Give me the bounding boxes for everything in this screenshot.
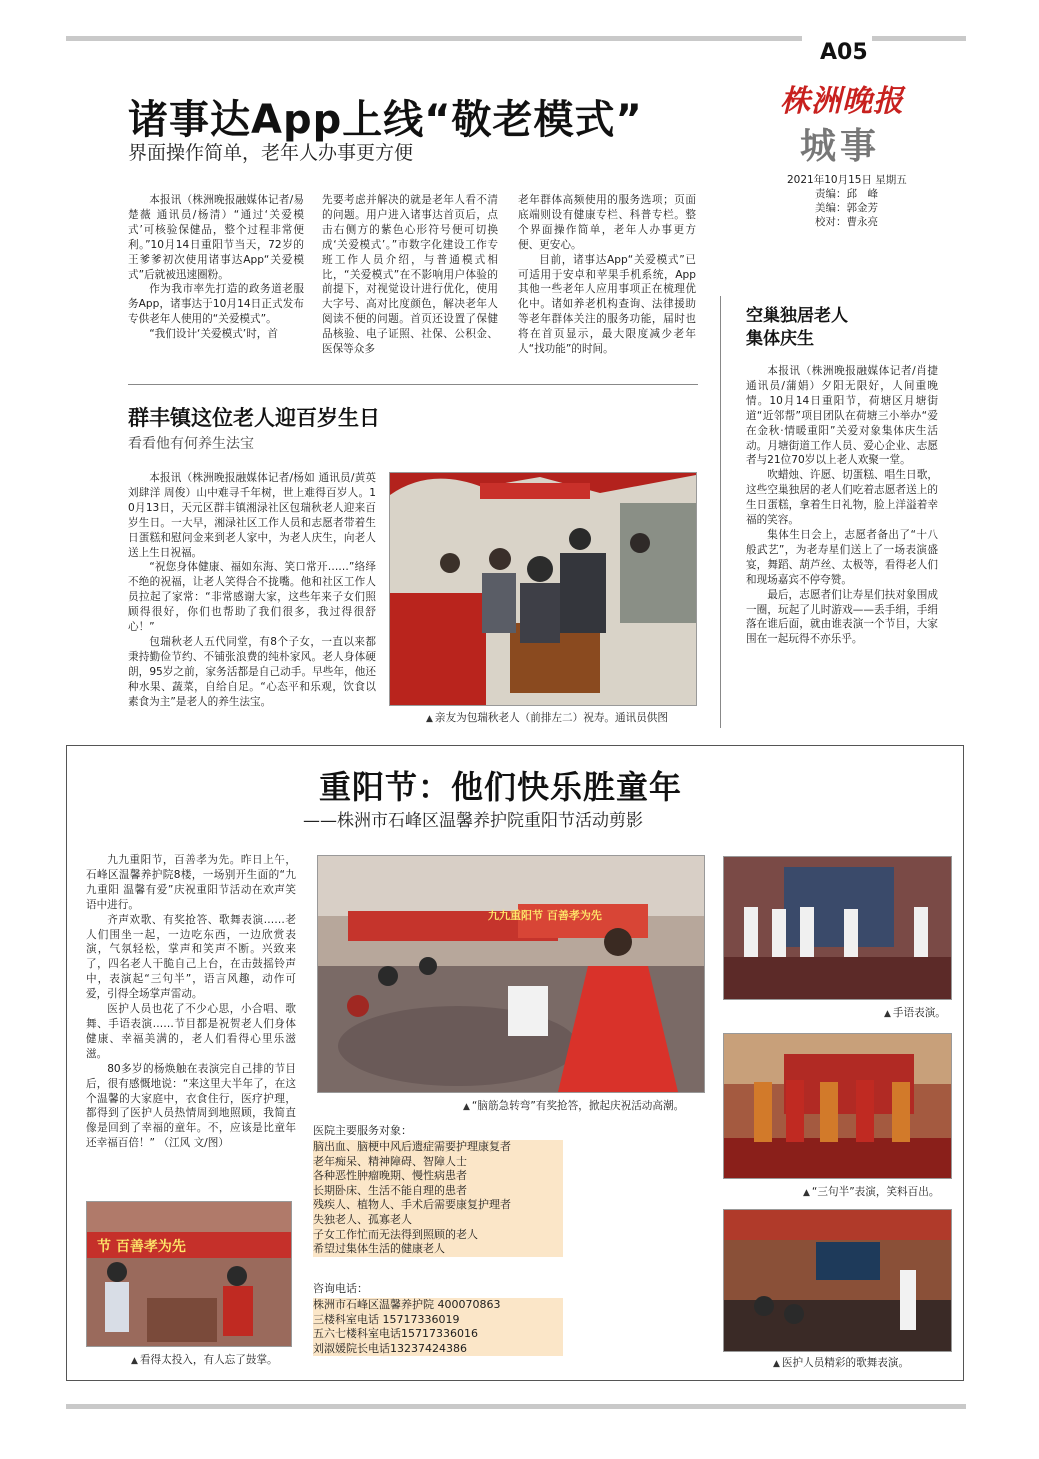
caption-marker-icon: ▲ [884, 1009, 891, 1019]
contact-list [313, 1298, 563, 1356]
caption-text: 看得太投入，有人忘了鼓掌。 [139, 1354, 278, 1366]
feature-body [86, 853, 296, 1151]
paragraph: “我们设计‘关爱模式’时，首 [149, 328, 278, 341]
paragraph: 本报讯（株洲晚报融媒体记者/杨如 通讯员/黄英 刘肆洋 周俊）山中难寻千年树，世上难得百岁人。10月13日，天元区群丰镇湘渌社区包瑞秋老人迎来百岁生日。一大早，湘渌社区工作人员和志愿者带着生日蛋糕和慰问金来到老人家中，为老人庆生，向老人送上生日祝福。 [128, 472, 376, 559]
paragraph: “祝您身体健康、福如东海、笑口常开……”络绎不绝的祝福，让老人笑得合不拢嘴。他和社区工作人员拉起了家常：“非常感谢大家，这些年来子女们照顾得很好，你们也帮助了我们很多，我过得很舒心！” [128, 561, 376, 634]
sanjuban-photo [723, 1033, 952, 1179]
article3-body [128, 471, 376, 710]
notice-item: 各种恶性肿瘤晚期、慢性病患者 [313, 1169, 563, 1184]
drum-photo-banner: 节 百善孝为先 [97, 1239, 186, 1255]
bottom-rule [66, 1404, 966, 1409]
paragraph: 最后，志愿者们让寿星们扶对象围成一圈，玩起了儿时游戏——丢手绢，手绢落在谁后面，就由谁表演一个节目，大家围在一起玩得不亦乐乎。 [746, 588, 938, 646]
article1-headline: 诸事达App上线“敬老模式” [128, 97, 643, 143]
feature-headline: 重阳节：他们快乐胜童年 [319, 768, 683, 806]
notice-item: 希望过集体生活的健康老人 [313, 1242, 563, 1257]
page-number: A05 [820, 40, 868, 65]
paragraph: 医护人员也花了不少心思，小合唱、歌舞、手语表演……节目都是祝贺老人们身体健康、幸福美满的，老人们看得心里乐滋滋。 [86, 1003, 296, 1060]
notice-items [313, 1140, 563, 1257]
birthday-photo [389, 472, 697, 706]
quiz-photo-caption [463, 1098, 684, 1113]
service-notice [313, 1124, 705, 1376]
contact-line: 五六七楼科室电话15717336016 [313, 1327, 563, 1342]
paragraph: 目前，诸事达App“关爱模式”已可适用于安卓和苹果手机系统，App其他一些老年人应用事项正在梳理优化中。诸如养老机构查询、法律援助等老年群体关注的服务功能，届时也将在首页显示，最大限度减少老年人“找功能”的时间。 [518, 253, 696, 356]
notice-item: 失独老人、孤寡老人 [313, 1213, 563, 1228]
paragraph: 齐声欢歌、有奖抢答、歌舞表演……老人们围坐一起，一边吃东西，一边欣赏表演，气氛轻松，掌声和笑声不断。兴致来了，四名老人干脆自己上台，在击鼓摇铃声中，表演起“三句半”，语言风趣，动作可爱，引得全场掌声雷动。 [86, 913, 296, 1001]
contact-line: 株洲市石峰区温馨养护院 400070863 [313, 1298, 563, 1313]
contact-line: 三楼科室电话 15717336019 [313, 1313, 563, 1328]
column-divider [720, 296, 721, 728]
notice-item: 残疾人、植物人、手术后需要康复护理者 [313, 1198, 563, 1213]
designer-credit: 美编：郭金芳 [815, 202, 878, 214]
notice-item: 子女工作忙而无法得到照顾的老人 [313, 1228, 563, 1243]
caption-marker-icon: ▲ [773, 1359, 780, 1369]
paragraph: 作为我市率先打造的政务道老服务App，诸事达于10月14日正式发布专供老年人使用的“关爱模式”。 [128, 283, 304, 326]
sanjuban-caption [803, 1184, 939, 1199]
paragraph: 吹蜡烛、许愿、切蛋糕、唱生日歌，这些空巢独居的老人们吃着志愿者送上的生日蛋糕，拿着生日礼物，脸上洋溢着幸福的笑容。 [746, 469, 938, 527]
drum-caption [131, 1352, 278, 1367]
caption-text: 亲友为包瑞秋老人（前排左二）祝寿。通讯员供图 [434, 712, 668, 724]
article1-subheadline: 界面操作简单，老年人办事更方便 [128, 142, 414, 164]
section-name: 城事 [800, 125, 881, 167]
sign-language-caption [884, 1005, 946, 1020]
drum-photo [86, 1201, 292, 1347]
caption-text: “脑筋急转弯”有奖抢答，掀起庆祝活动高潮。 [471, 1100, 685, 1112]
contact-title: 咨询电话： [313, 1282, 368, 1295]
caption-text: “三句半”表演，笑料百出。 [811, 1186, 940, 1198]
proofreader-credit: 校对：曹永亮 [815, 216, 878, 228]
paragraph: 老年群体高频使用的服务选项；页面底端则设有健康专栏、科普专栏。整个界面操作简单，老年人办事更方便、更安心。 [518, 194, 696, 251]
quiz-photo-banner: 九九重阳节 百善孝为先 [488, 909, 602, 922]
birthday-photo-caption [426, 710, 668, 725]
paragraph: 本报讯（株洲晚报融媒体记者/易楚薇 通讯员/杨清）“通过‘关爱模式’可核验保健品，整个过程非常便利。”10月14日重阳节当天，72岁的王爹爹初次使用诸事达App“关爱模式”后就被迅速圈粉。 [128, 194, 304, 281]
article2-headline-line2: 集体庆生 [746, 329, 814, 349]
paragraph: 包瑞秋老人五代同堂，有8个子女，一直以来都秉持勤俭节约、不铺张浪费的纯朴家风。老人身体硬朗，95岁之前，家务活都是自己动手。早些年，他还种水果、蔬菜，自给自足。“心态平和乐观，饮食以素食为主”是老人的养生法宝。 [128, 635, 376, 708]
paper-name-logo: 株洲晚报 [780, 84, 904, 119]
article1-col3 [518, 193, 696, 357]
notice-title: 医院主要服务对象： [313, 1124, 412, 1137]
top-rule-right [872, 36, 966, 41]
paragraph: 本报讯（株洲晚报融媒体记者/肖捷 通讯员/蒲娟）夕阳无限好，人间重晚情。10月14日重阳节，荷塘区月塘街道“近邻帮”项目团队在荷塘三小举办“爱在金秋·情暖重阳”关爱对象集体庆生活动。月塘街道工作人员、爱心企业、志愿者与21位70岁以上老人欢聚一堂。 [746, 365, 938, 467]
article2-headline: 空巢独居老人 [746, 306, 848, 326]
feature-subheadline: ——株洲市石峰区温馨养护院重阳节活动剪影 [303, 811, 643, 831]
caption-marker-icon: ▲ [426, 714, 433, 724]
dance-caption [773, 1355, 909, 1370]
caption-text: 医护人员精彩的歌舞表演。 [781, 1357, 910, 1369]
article1-col2 [322, 193, 498, 357]
article3-subheadline: 看看他有何养生法宝 [128, 436, 254, 452]
quiz-event-photo [317, 855, 705, 1093]
paragraph: 九九重阳节，百善孝为先。昨日上午，石峰区温馨养护院8楼，一场别开生面的“九九重阳 温馨有爱”庆祝重阳节活动在欢声笑语中进行。 [86, 854, 296, 911]
caption-text: 手语表演。 [892, 1007, 946, 1019]
contact-line: 刘淑媛院长电话13237424386 [313, 1342, 563, 1357]
caption-marker-icon: ▲ [463, 1102, 470, 1112]
caption-marker-icon: ▲ [131, 1356, 138, 1366]
article3-headline: 群丰镇这位老人迎百岁生日 [128, 406, 380, 430]
paragraph: 先要考虑并解决的就是老年人看不清的问题。用户进入诸事达首页后，点击右侧方的紫色心形符号便可切换成‘关爱模式’。”市数字化建设工作专班工作人员介绍，与普通模式相比，“关爱模式”在不影响用户体验的前提下，对视觉设计进行优化，使用大字号、高对比度颜色，解决老年人阅读不便的问题。首页还设置了保健品核验、电子证照、社保、公积金、医保等众多 [322, 194, 498, 356]
notice-item: 长期卧床、生活不能自理的患者 [313, 1184, 563, 1199]
notice-item: 老年痴呆、精神障碍、智障人士 [313, 1155, 563, 1170]
top-rule [66, 36, 802, 41]
paragraph: 80多岁的杨焕触在表演完自己排的节目后，很有感慨地说：“来这里大半年了，在这个温馨的大家庭中，衣食住行，医疗护理，都得到了医护人员热情周到地照顾，我简直像是回到了幸福的童年。不，应该是比童年还幸福百倍！” （江风 文/图） [86, 1062, 296, 1150]
article2-body [746, 364, 938, 647]
dance-photo [723, 1209, 952, 1352]
article1-col1 [128, 193, 304, 342]
issue-date: 2021年10月15日 星期五 [787, 174, 907, 186]
editor-credit: 责编：邱 峰 [815, 188, 878, 200]
caption-marker-icon: ▲ [803, 1188, 810, 1198]
paragraph: 集体生日会上，志愿者备出了“十八般武艺”，为老寿星们送上了一场表演盛宴，舞蹈、葫芦丝、太极等，看得老人们和现场嘉宾不停夸赞。 [746, 528, 938, 586]
sign-language-photo [723, 856, 952, 1000]
section-divider [128, 384, 698, 385]
notice-item: 脑出血、脑梗中风后遗症需要护理康复者 [313, 1140, 563, 1155]
